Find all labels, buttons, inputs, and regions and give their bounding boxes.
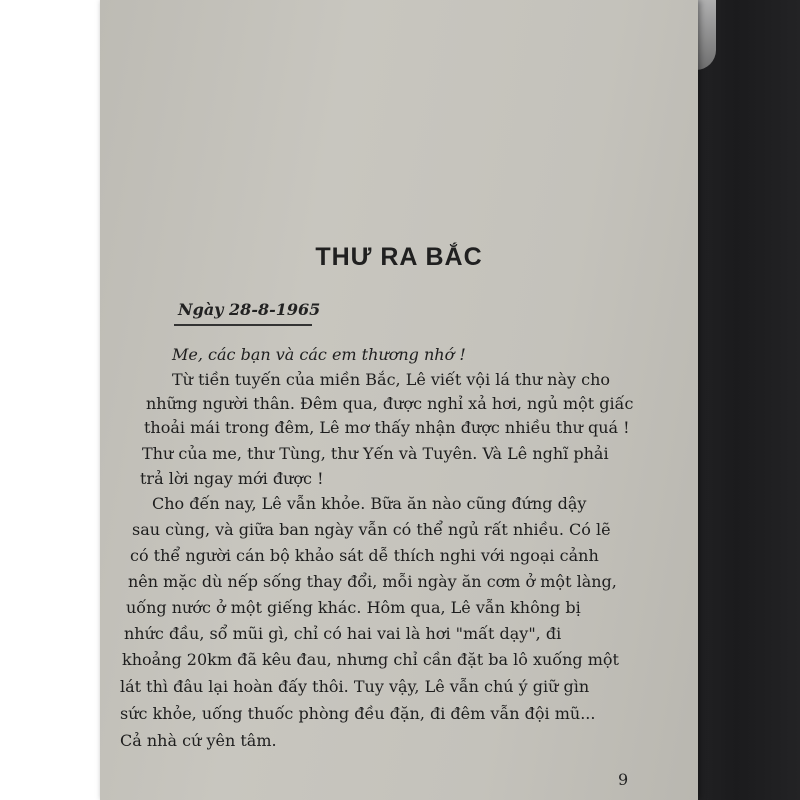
text-line: lát thì đâu lại hoàn đấy thôi. Tuy vậy, Lê vẫn chú ý giữ gìn: [120, 677, 590, 696]
text-line: nhức đầu, sổ mũi gì, chỉ có hai vai là hơi "mất dạy", đi: [124, 624, 562, 643]
date-underline: [174, 324, 312, 326]
text-line: sau cùng, và giữa ban ngày vẫn có thể ngủ rất nhiều. Có lẽ: [132, 520, 611, 539]
book-page: [100, 0, 698, 800]
text-line: Cho đến nay, Lê vẫn khỏe. Bữa ăn nào cũng đứng dậy: [152, 494, 587, 513]
text-line: Từ tiền tuyến của miền Bắc, Lê viết vội lá thư này cho: [172, 370, 610, 389]
text-line: trả lời ngay mới được !: [140, 469, 324, 488]
text-line: khoảng 20km đã kêu đau, nhưng chỉ cần đặt ba lô xuống một: [122, 650, 619, 669]
text-line: những người thân. Đêm qua, được nghỉ xả hơi, ngủ một giấc: [146, 394, 634, 413]
letter-date: Ngày 28-8-1965: [178, 300, 321, 319]
text-line: có thể người cán bộ khảo sát dễ thích nghi với ngoại cảnh: [130, 546, 599, 565]
text-line: Thư của me, thư Tùng, thư Yến và Tuyên. Và Lê nghĩ phải: [142, 444, 609, 463]
text-line: thoải mái trong đêm, Lê mơ thấy nhận được nhiều thư quá !: [144, 418, 630, 437]
text-line: nên mặc dù nếp sống thay đổi, mỗi ngày ăn cơm ở một làng,: [128, 572, 617, 591]
page-number: 9: [618, 770, 629, 789]
text-line: sức khỏe, uống thuốc phòng đều đặn, đi đêm vẫn đội mũ...: [120, 704, 596, 723]
letter-greeting: Me, các bạn và các em thương nhớ !: [172, 345, 466, 364]
text-line: uống nước ở một giếng khác. Hôm qua, Lê vẫn không bị: [126, 598, 581, 617]
text-line: Cả nhà cứ yên tâm.: [120, 731, 277, 750]
chapter-title: THƯ RA BẮC: [315, 243, 483, 271]
